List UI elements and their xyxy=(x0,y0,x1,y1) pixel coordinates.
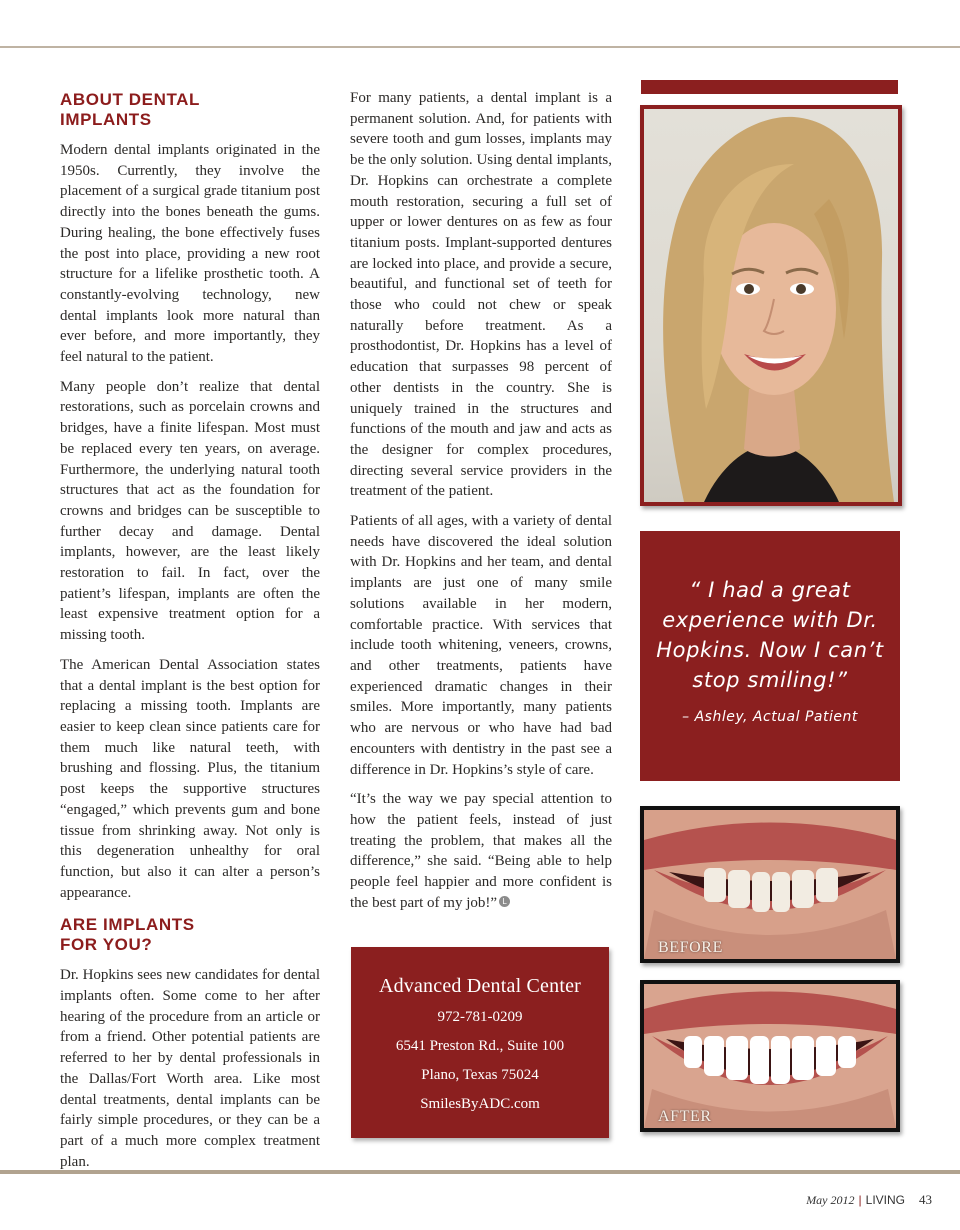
decorative-bar xyxy=(641,80,898,94)
portrait-photo-frame xyxy=(640,105,902,506)
paragraph: The American Dental Association states that a dental implant is the best option for replacing a missing tooth. Implants are easier to keep clean since patients care for them much like natural teeth, with brushing and flossing. Plus, the titanium post keeps the supportive structures “engaged,” which prevents gum and bone tissue from shrinking away. Not only is this degeneration unhealthy for oral function, but also it can alter a person’s appearance. xyxy=(60,656,320,901)
paragraph: Patients of all ages, with a variety of dental needs have discovered the ideal solution with Dr. Hopkins and her team, and dental implants are just one of many smile solutions available in her modern, comfortable practice. With services that include tooth whitening, veneers, crowns, and other treatments, patients have experienced dramatic changes in their smiles. More importantly, many patients who are nervous or who have had bad encounters with dentistry in the past see a difference in Dr. Hopkins’s style of care. xyxy=(350,513,612,778)
paragraph: Dr. Hopkins sees new candidates for dental implants often. Some come to her after hearing of the procedure from an article or from a friend. Other potential patients are referred to her by dental professionals in the Dallas/Fort Worth area. Like most dental treatments, dental implants can be fairly simple procedures, or they can be a part of a much more complex treatment plan. xyxy=(60,967,320,1170)
portrait-illustration xyxy=(644,109,898,502)
heading-are-implants-for-you: ARE IMPLANTS FOR YOU? xyxy=(60,915,195,955)
portrait-photo xyxy=(644,109,898,502)
after-photo xyxy=(640,980,900,1132)
address-line-1: 6541 Preston Rd., Suite 100 xyxy=(395,1038,565,1054)
paragraph-text: “It’s the way we pay special attention to how the patient feels, instead of just treating the problem, that makes all the difference,” she said. “Being able to help people feel happier and more confident is the best part of my job!” xyxy=(350,791,612,911)
page-footer xyxy=(806,1192,932,1208)
quote-text: “ I had a great experience with Dr. Hopkins. Now I can’t stop smiling!” xyxy=(656,578,884,692)
address-line-2: Plano, Texas 75024 xyxy=(421,1067,539,1083)
before-label: BEFORE xyxy=(658,939,723,956)
end-of-article-icon: L xyxy=(499,896,510,907)
footer-separator: | xyxy=(858,1193,862,1207)
after-label: AFTER xyxy=(658,1108,712,1125)
paragraph-closing xyxy=(350,789,612,913)
issue-date: May 2012 xyxy=(806,1193,855,1207)
heading-about-dental-implants: ABOUT DENTAL IMPLANTS xyxy=(60,90,201,129)
article-column-1 xyxy=(60,88,320,1181)
paragraph: Many people don’t realize that dental restorations, such as porcelain crowns and bridges, have a finite lifespan. Most must be replaced every ten years, on average. Furthermore, the underlying natural tooth structures that act as the foundation for crowns and bridges can be susceptible to further decay and damage. Dental implants, however, are the least likely restoration to fail. In fact, over the patient’s lifespan, implants are often the least expensive treatment option for a missing tooth. xyxy=(60,378,320,644)
quote-attribution: – Ashley, Actual Patient xyxy=(682,709,858,725)
testimonial-quote xyxy=(640,531,900,781)
before-smile-illustration xyxy=(644,810,896,959)
page-number: 43 xyxy=(919,1192,932,1207)
bottom-rule xyxy=(0,1170,960,1174)
before-photo xyxy=(640,806,900,963)
paragraph: For many patients, a dental implant is a permanent solution. And, for patients with severe tooth and gum losses, implants may be the only solution. Using dental implants, Dr. Hopkins can orchestrate a complete mouth restoration, securing a full set of upper or lower dentures on as few as four titanium posts. Implant-supported dentures are locked into place, and provide a secure, beautiful, and functional set of teeth for those who could not chew or speak naturally before treatment. As a prosthodontist, Dr. Hopkins has a level of education that surpasses 98 percent of other dentists in the country. She is uniquely trained in the structures and functions of the mouth and jaw and acts as the designer for complex procedures, directing several service providers in the treatment of the patient. xyxy=(350,90,612,500)
paragraph: Modern dental implants originated in the 1950s. Currently, they involve the placement of a surgical grade titanium post directly into the bones beneath the gums. During healing, the bone effectively fuses the post into place, providing a new root structure for a lifelike prosthetic tooth. A constantly-evolving technology, new dental implants look more natural than ever before, and more importantly, they feel natural to the patient. xyxy=(60,142,320,366)
section-name: LIVING xyxy=(865,1193,905,1207)
after-smile-illustration xyxy=(644,984,896,1128)
contact-info-box xyxy=(351,947,609,1138)
phone-number: 972-781-0209 xyxy=(437,1009,523,1025)
before-smile-image xyxy=(644,810,896,959)
article-column-2 xyxy=(350,88,612,922)
top-rule xyxy=(0,46,960,48)
website-link[interactable]: SmilesByADC.com xyxy=(420,1096,540,1112)
after-smile-image xyxy=(644,984,896,1128)
practice-name: Advanced Dental Center xyxy=(378,975,582,997)
